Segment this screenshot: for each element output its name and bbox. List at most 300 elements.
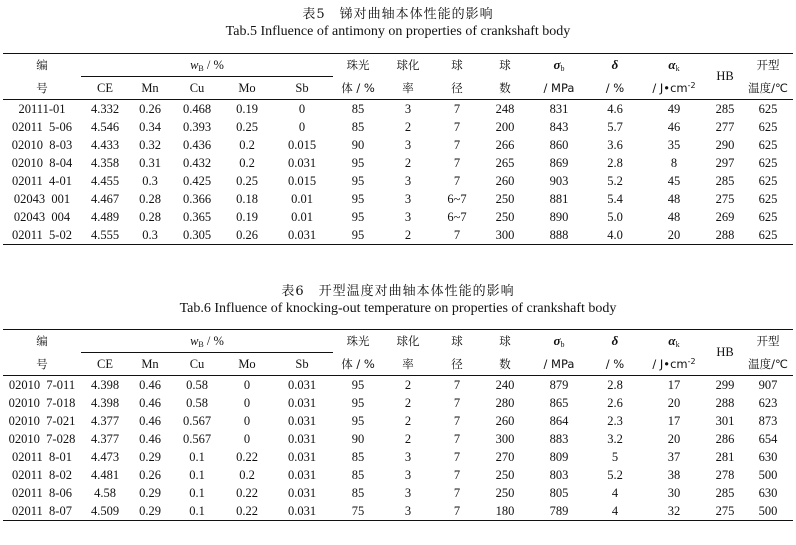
cell-temp: 625 xyxy=(758,137,778,152)
cell-delta: 2.8 xyxy=(589,376,641,395)
cell-mn: 0.29 xyxy=(139,485,161,500)
cell-diameter: 7 xyxy=(453,227,461,242)
cell-pearlite: 75 xyxy=(351,503,365,518)
table-row xyxy=(3,172,793,190)
cell-cu: 0.58 xyxy=(171,376,223,395)
cell-count: 265 xyxy=(495,155,515,170)
cell-nodularity: 3 xyxy=(404,209,412,224)
cell-diameter: 7 xyxy=(433,100,481,119)
cell-temp: 654 xyxy=(758,431,778,446)
cell-sb: 0.031 xyxy=(287,413,317,428)
cell-nodularity: 2 xyxy=(404,431,412,446)
cell-sb: 0.031 xyxy=(287,503,317,518)
cell-cu: 0.567 xyxy=(182,431,212,446)
cell-sb: 0 xyxy=(271,100,333,119)
cell-ce: 4.58 xyxy=(94,485,116,500)
cell-sb: 0.01 xyxy=(291,209,313,224)
cell-sigma-b: 881 xyxy=(549,191,569,206)
cell-temp: 625 xyxy=(758,191,778,206)
cell-delta: 5.7 xyxy=(607,119,623,134)
cell-cu: 0.1 xyxy=(189,485,205,500)
cell-mn: 0.29 xyxy=(139,449,161,464)
cell-sample-id: 02011 5-02 xyxy=(12,227,72,242)
cell-temp: 500 xyxy=(758,467,778,482)
cell-delta: 5 xyxy=(611,449,619,464)
cell-mo: 0.2 xyxy=(239,155,255,170)
cell-cu: 0.1 xyxy=(189,449,205,464)
cell-count: 260 xyxy=(495,413,515,428)
cell-delta: 4.6 xyxy=(589,100,641,119)
cell-diameter: 7 xyxy=(453,449,461,464)
cell-nodularity: 3 xyxy=(404,191,412,206)
cell-sigma-b: 883 xyxy=(549,431,569,446)
cell-mn: 0.26 xyxy=(139,467,161,482)
header-ce: CE xyxy=(97,356,113,371)
cell-cu: 0.432 xyxy=(182,155,212,170)
header-temp-bottom: 温度/℃ xyxy=(748,80,788,95)
cell-mn: 0.34 xyxy=(139,119,161,134)
cell-count: 180 xyxy=(495,503,515,518)
cell-ce: 4.489 xyxy=(90,209,120,224)
cell-sigma-b: 879 xyxy=(529,376,589,395)
cell-temp: 630 xyxy=(758,449,778,464)
cell-count: 250 xyxy=(495,209,515,224)
cell-sigma-b: 831 xyxy=(529,100,589,119)
cell-sample-id: 02011 8-06 xyxy=(12,485,72,500)
table-row xyxy=(3,502,793,521)
header-number-bottom: 号 xyxy=(36,356,48,371)
cell-diameter: 7 xyxy=(453,173,461,188)
cell-pearlite: 85 xyxy=(333,100,383,119)
cell-alpha-k: 48 xyxy=(667,191,681,206)
table-row xyxy=(3,376,793,395)
header-delta-unit: / % xyxy=(605,356,625,371)
cell-pearlite: 95 xyxy=(333,376,383,395)
cell-sigma-b: 888 xyxy=(549,227,569,242)
cell-nodularity: 3 xyxy=(383,100,433,119)
cell-sb: 0.01 xyxy=(291,191,313,206)
header-sb: Sb xyxy=(295,356,309,371)
cell-count: 240 xyxy=(481,376,529,395)
table6-caption-en: Tab.6 Influence of knocking-out temperature on properties of crankshaft body xyxy=(179,301,617,316)
cell-diameter: 7 xyxy=(453,395,461,410)
cell-ce: 4.467 xyxy=(90,191,120,206)
table-row xyxy=(3,208,793,226)
cell-sample-id: 02011 4-01 xyxy=(12,173,72,188)
table-row xyxy=(3,118,793,136)
cell-count: 248 xyxy=(481,100,529,119)
cell-alpha-k: 20 xyxy=(667,395,681,410)
cell-diameter: 7 xyxy=(453,137,461,152)
cell-mn: 0.46 xyxy=(139,413,161,428)
cell-ce: 4.377 xyxy=(90,431,120,446)
header-sb: Sb xyxy=(295,80,309,95)
header-diameter-top: 球 xyxy=(433,330,481,353)
cell-temp: 623 xyxy=(758,395,778,410)
header-nodularity-top: 球化 xyxy=(383,54,433,77)
header-mo: Mo xyxy=(238,80,256,95)
cell-nodularity: 3 xyxy=(404,137,412,152)
cell-delta: 5.2 xyxy=(607,173,623,188)
cell-cu: 0.436 xyxy=(182,137,212,152)
cell-diameter: 7 xyxy=(453,485,461,500)
cell-ce: 4.481 xyxy=(90,467,120,482)
cell-pearlite: 85 xyxy=(351,467,365,482)
cell-alpha-k: 49 xyxy=(641,100,707,119)
cell-cu: 0.365 xyxy=(182,209,212,224)
header-mn: Mn xyxy=(141,80,159,95)
cell-sigma-b: 903 xyxy=(549,173,569,188)
cell-temp: 625 xyxy=(758,155,778,170)
cell-cu: 0.58 xyxy=(186,395,208,410)
header-pearlite-bottom: 体 / % xyxy=(341,356,375,371)
cell-mo: 0 xyxy=(223,376,271,395)
cell-delta: 3.2 xyxy=(607,431,623,446)
table5-caption-en: Tab.5 Influence of antimony on properties of crankshaft body xyxy=(225,24,571,39)
cell-temp: 630 xyxy=(758,485,778,500)
cell-diameter: 7 xyxy=(453,155,461,170)
cell-sb: 0.015 xyxy=(287,173,317,188)
cell-sb: 0.015 xyxy=(287,137,317,152)
cell-count: 250 xyxy=(495,485,515,500)
cell-sample-id: 20111-01 xyxy=(3,100,81,119)
header-alpha-unit: / $J•cm^{-2}$ xyxy=(652,356,696,371)
header-pearlite-top: 珠光 xyxy=(333,54,383,77)
header-alpha-symbol: $\alpha_k$ xyxy=(641,330,707,353)
cell-ce: 4.473 xyxy=(90,449,120,464)
header-sigma-symbol: $\sigma_b$ xyxy=(529,54,589,77)
cell-mo: 0.19 xyxy=(236,209,258,224)
cell-temp: 625 xyxy=(743,100,793,119)
header-diameter-bottom: 径 xyxy=(451,80,463,95)
cell-temp: 625 xyxy=(758,209,778,224)
cell-mn: 0.46 xyxy=(139,395,161,410)
table6-caption-cn: 表6 开型温度对曲轴本体性能的影响 xyxy=(281,284,515,299)
cell-nodularity: 3 xyxy=(404,485,412,500)
cell-nodularity: 3 xyxy=(404,173,412,188)
cell-count: 250 xyxy=(495,191,515,206)
cell-cu: 0.305 xyxy=(182,227,212,242)
cell-hb: 285 xyxy=(715,485,735,500)
table-row xyxy=(3,100,793,119)
header-delta-symbol: δ xyxy=(589,54,641,77)
cell-count: 300 xyxy=(495,227,515,242)
header-diameter-top: 球 xyxy=(433,54,481,77)
cell-hb: 277 xyxy=(715,119,735,134)
cell-mn: 0.28 xyxy=(139,191,161,206)
cell-diameter: 7 xyxy=(453,119,461,134)
cell-sb: 0.031 xyxy=(287,467,317,482)
table-row xyxy=(3,394,793,412)
cell-alpha-k: 8 xyxy=(670,155,678,170)
cell-cu: 0.468 xyxy=(171,100,223,119)
cell-temp: 873 xyxy=(758,413,778,428)
cell-sigma-b: 789 xyxy=(549,503,569,518)
cell-hb: 281 xyxy=(715,449,735,464)
cell-ce: 4.509 xyxy=(90,503,120,518)
cell-nodularity: 2 xyxy=(404,119,412,134)
cell-delta: 5.4 xyxy=(607,191,623,206)
table-row xyxy=(3,190,793,208)
cell-sample-id: 02011 5-06 xyxy=(12,119,72,134)
header-nodularity-bottom: 率 xyxy=(402,356,414,371)
cell-ce: 4.377 xyxy=(90,413,120,428)
cell-hb: 290 xyxy=(715,137,735,152)
header-sigma-symbol: $\sigma_b$ xyxy=(529,330,589,353)
table-row xyxy=(3,448,793,466)
header-pearlite-top: 珠光 xyxy=(333,330,383,353)
cell-pearlite: 95 xyxy=(351,155,365,170)
cell-alpha-k: 46 xyxy=(667,119,681,134)
cell-delta: 5.2 xyxy=(607,467,623,482)
cell-sigma-b: 809 xyxy=(549,449,569,464)
header-delta-symbol: δ xyxy=(589,330,641,353)
cell-delta: 4 xyxy=(611,503,619,518)
cell-nodularity: 3 xyxy=(404,449,412,464)
cell-cu: 0.1 xyxy=(189,503,205,518)
header-temp-bottom: 温度/℃ xyxy=(748,356,788,371)
cell-ce: 4.358 xyxy=(90,155,120,170)
header-cu: Cu xyxy=(189,80,205,95)
cell-sample-id: 02011 8-02 xyxy=(12,467,72,482)
cell-sample-id: 02011 8-07 xyxy=(12,503,72,518)
cell-count: 266 xyxy=(495,137,515,152)
cell-alpha-k: 35 xyxy=(667,137,681,152)
cell-hb: 288 xyxy=(715,395,735,410)
cell-pearlite: 90 xyxy=(351,431,365,446)
header-ce: CE xyxy=(97,80,113,95)
cell-mo: 0.22 xyxy=(236,485,258,500)
header-composition: $w_B$ / % xyxy=(81,54,333,77)
header-cu: Cu xyxy=(189,356,205,371)
cell-temp: 625 xyxy=(758,227,778,242)
cell-pearlite: 95 xyxy=(351,227,365,242)
header-hb: HB xyxy=(707,54,743,100)
cell-ce: 4.555 xyxy=(90,227,120,242)
cell-delta: 4.0 xyxy=(607,227,623,242)
header-nodularity-bottom: 率 xyxy=(402,80,414,95)
cell-mn: 0.3 xyxy=(142,173,158,188)
cell-diameter: 7 xyxy=(453,467,461,482)
cell-hb: 299 xyxy=(707,376,743,395)
cell-cu: 0.425 xyxy=(182,173,212,188)
cell-ce: 4.433 xyxy=(90,137,120,152)
cell-sigma-b: 869 xyxy=(549,155,569,170)
cell-sb: 0.031 xyxy=(287,155,317,170)
cell-sample-id: 02011 8-01 xyxy=(12,449,72,464)
cell-mo: 0.25 xyxy=(236,119,258,134)
table6 xyxy=(3,329,793,521)
cell-mn: 0.32 xyxy=(139,137,161,152)
cell-sb: 0.031 xyxy=(287,227,317,242)
cell-sb: 0.031 xyxy=(287,449,317,464)
cell-delta: 2.6 xyxy=(607,395,623,410)
cell-alpha-k: 48 xyxy=(667,209,681,224)
table5 xyxy=(3,53,793,245)
table-row xyxy=(3,154,793,172)
cell-nodularity: 3 xyxy=(404,503,412,518)
cell-pearlite: 95 xyxy=(351,173,365,188)
cell-alpha-k: 37 xyxy=(667,449,681,464)
cell-pearlite: 95 xyxy=(351,413,365,428)
cell-sample-id: 02010 7-028 xyxy=(8,431,76,446)
cell-diameter: 6~7 xyxy=(447,191,467,206)
cell-mo: 0.2 xyxy=(239,467,255,482)
cell-cu: 0.567 xyxy=(182,413,212,428)
cell-mn: 0.28 xyxy=(139,209,161,224)
cell-diameter: 7 xyxy=(453,503,461,518)
header-hb: HB xyxy=(707,330,743,376)
cell-sample-id: 02010 8-04 xyxy=(11,155,73,170)
cell-sb: 0.031 xyxy=(287,395,317,410)
header-mo: Mo xyxy=(238,356,256,371)
header-count-bottom: 数 xyxy=(499,80,511,95)
cell-sigma-b: 865 xyxy=(549,395,569,410)
cell-hb: 275 xyxy=(715,503,735,518)
header-number-top: 编 xyxy=(3,54,81,77)
header-pearlite-bottom: 体 / % xyxy=(341,80,375,95)
cell-alpha-k: 30 xyxy=(667,485,681,500)
cell-count: 300 xyxy=(495,431,515,446)
cell-hb: 278 xyxy=(715,467,735,482)
cell-hb: 286 xyxy=(715,431,735,446)
cell-mn: 0.46 xyxy=(129,376,171,395)
table-row xyxy=(3,136,793,154)
cell-temp: 907 xyxy=(743,376,793,395)
cell-mo: 0.22 xyxy=(236,449,258,464)
cell-pearlite: 95 xyxy=(351,191,365,206)
cell-sb: 0.031 xyxy=(287,431,317,446)
cell-cu: 0.393 xyxy=(182,119,212,134)
cell-delta: 2.3 xyxy=(607,413,623,428)
cell-alpha-k: 20 xyxy=(667,227,681,242)
cell-hb: 301 xyxy=(715,413,735,428)
cell-sample-id: 02010 7-011 xyxy=(3,376,81,395)
cell-count: 270 xyxy=(495,449,515,464)
cell-sample-id: 02010 8-03 xyxy=(11,137,73,152)
cell-mn: 0.46 xyxy=(139,431,161,446)
cell-nodularity: 2 xyxy=(404,413,412,428)
cell-mo: 0.22 xyxy=(236,503,258,518)
cell-ce: 4.455 xyxy=(90,173,120,188)
cell-nodularity: 3 xyxy=(404,467,412,482)
cell-mo: 0.25 xyxy=(236,173,258,188)
cell-nodularity: 2 xyxy=(404,155,412,170)
cell-mo: 0 xyxy=(243,413,251,428)
cell-ce: 4.398 xyxy=(90,395,120,410)
cell-sigma-b: 805 xyxy=(549,485,569,500)
cell-cu: 0.1 xyxy=(189,467,205,482)
cell-sigma-b: 890 xyxy=(549,209,569,224)
cell-pearlite: 95 xyxy=(351,395,365,410)
cell-sb: 0.031 xyxy=(287,485,317,500)
cell-alpha-k: 32 xyxy=(667,503,681,518)
cell-pearlite: 95 xyxy=(351,209,365,224)
cell-ce: 4.398 xyxy=(81,376,129,395)
cell-diameter: 6~7 xyxy=(447,209,467,224)
cell-delta: 4 xyxy=(611,485,619,500)
cell-temp: 500 xyxy=(758,503,778,518)
cell-diameter: 7 xyxy=(453,413,461,428)
cell-mo: 0.2 xyxy=(239,137,255,152)
cell-sb: 0 xyxy=(298,119,306,134)
cell-count: 260 xyxy=(495,173,515,188)
cell-nodularity: 2 xyxy=(404,227,412,242)
header-temp-top: 开型 xyxy=(743,330,793,353)
cell-mo: 0.26 xyxy=(236,227,258,242)
cell-sigma-b: 843 xyxy=(549,119,569,134)
cell-mn: 0.31 xyxy=(139,155,161,170)
table5-caption-cn: 表5 锑对曲轴本体性能的影响 xyxy=(302,7,494,22)
table-row xyxy=(3,430,793,448)
cell-mn: 0.29 xyxy=(139,503,161,518)
header-count-top: 球 xyxy=(481,54,529,77)
cell-pearlite: 85 xyxy=(351,449,365,464)
cell-mo: 0.19 xyxy=(223,100,271,119)
cell-sigma-b: 860 xyxy=(549,137,569,152)
cell-alpha-k: 45 xyxy=(667,173,681,188)
cell-pearlite: 85 xyxy=(351,119,365,134)
header-alpha-unit: / $J•cm^{-2}$ xyxy=(652,80,696,95)
cell-count: 200 xyxy=(495,119,515,134)
cell-pearlite: 85 xyxy=(351,485,365,500)
cell-nodularity: 2 xyxy=(404,395,412,410)
cell-hb: 288 xyxy=(715,227,735,242)
header-number-bottom: 号 xyxy=(36,80,48,95)
cell-hb: 285 xyxy=(707,100,743,119)
cell-sample-id: 02010 7-018 xyxy=(8,395,76,410)
cell-temp: 625 xyxy=(758,119,778,134)
header-composition: $w_B$ / % xyxy=(81,330,333,353)
table-row xyxy=(3,412,793,430)
cell-mo: 0.18 xyxy=(236,191,258,206)
cell-delta: 2.8 xyxy=(607,155,623,170)
header-count-bottom: 数 xyxy=(499,356,511,371)
cell-hb: 297 xyxy=(715,155,735,170)
cell-sample-id: 02010 7-021 xyxy=(8,413,76,428)
header-count-top: 球 xyxy=(481,330,529,353)
header-sigma-unit: / MPa xyxy=(543,356,575,371)
cell-alpha-k: 20 xyxy=(667,431,681,446)
cell-pearlite: 90 xyxy=(351,137,365,152)
cell-count: 280 xyxy=(495,395,515,410)
cell-ce: 4.546 xyxy=(90,119,120,134)
cell-diameter: 7 xyxy=(453,431,461,446)
header-number-top: 编 xyxy=(3,330,81,353)
cell-alpha-k: 17 xyxy=(667,413,681,428)
cell-sigma-b: 864 xyxy=(549,413,569,428)
cell-mo: 0 xyxy=(243,395,251,410)
cell-mn: 0.26 xyxy=(129,100,171,119)
cell-diameter: 7 xyxy=(433,376,481,395)
cell-cu: 0.366 xyxy=(182,191,212,206)
cell-delta: 5.0 xyxy=(607,209,623,224)
cell-mo: 0 xyxy=(243,431,251,446)
cell-hb: 285 xyxy=(715,173,735,188)
header-delta-unit: / % xyxy=(605,80,625,95)
cell-hb: 275 xyxy=(715,191,735,206)
cell-sample-id: 02043 001 xyxy=(13,191,71,206)
cell-alpha-k: 38 xyxy=(667,467,681,482)
cell-alpha-k: 17 xyxy=(641,376,707,395)
header-nodularity-top: 球化 xyxy=(383,330,433,353)
cell-sample-id: 02043 004 xyxy=(13,209,71,224)
cell-sigma-b: 803 xyxy=(549,467,569,482)
header-mn: Mn xyxy=(141,356,159,371)
cell-mn: 0.3 xyxy=(142,227,158,242)
table-row xyxy=(3,466,793,484)
table-row xyxy=(3,484,793,502)
